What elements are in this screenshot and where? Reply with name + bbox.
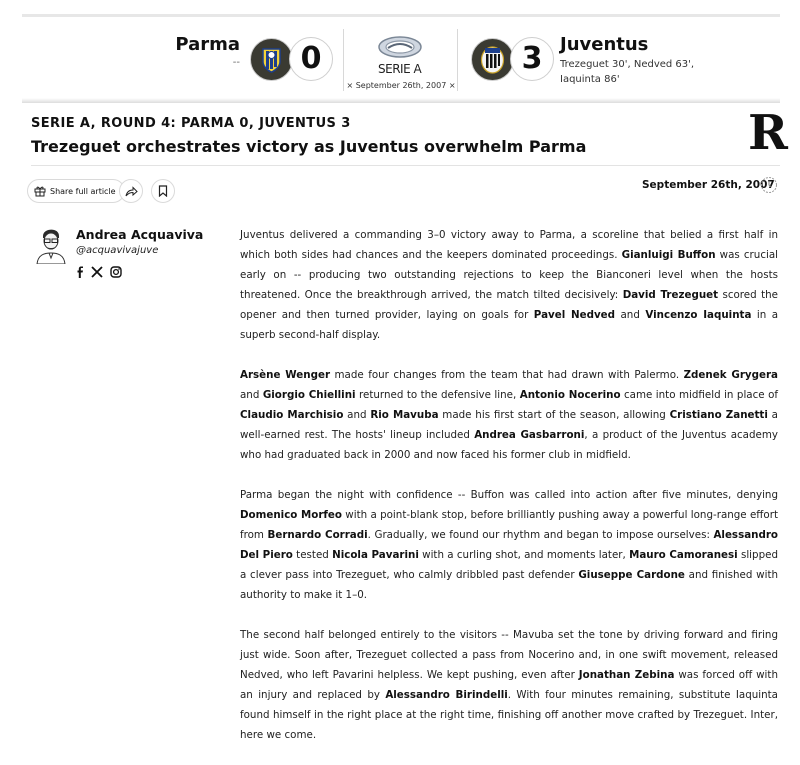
x-icon[interactable]	[91, 266, 103, 278]
home-scorers: --	[232, 57, 240, 68]
player-name: Gianluigi Buffon	[621, 249, 716, 261]
player-name: Rio Mavuba	[370, 409, 439, 421]
share-label: Share full article	[50, 186, 116, 196]
article-text: came into midfield in place of	[620, 389, 778, 401]
share-full-article-button[interactable]	[27, 179, 125, 203]
player-name: Giuseppe Cardone	[578, 569, 685, 581]
away-score: 3	[510, 37, 554, 81]
parma-crest-icon[interactable]	[250, 38, 293, 81]
article-text: was forced off with an injury and replaced by	[240, 669, 778, 701]
scoreboard	[22, 14, 780, 103]
article-text: and	[343, 409, 371, 421]
share-arrow-icon	[125, 186, 138, 197]
facebook-icon[interactable]	[74, 266, 86, 278]
article-text: was crucial early on -- producing two outstanding rejections to keep the Bianconeri level when the hosts threatened. Once the breakthrough arrived, the match tilted decisively:	[240, 249, 779, 301]
article-text: , a product of the Juventus academy who had graduated back in 2000 and now faced his former club in midfield.	[240, 429, 778, 461]
article-text: scored the opener and then turned provider, laying on goals for	[240, 289, 778, 321]
author-name[interactable]: Andrea Acquaviva	[76, 227, 204, 242]
article-text: . Gradually, we found our rhythm and began to impose ourselves:	[367, 529, 714, 541]
publish-date: September 26th, 2007	[642, 179, 775, 191]
article-text: . With four minutes remaining, substitute Iaquinta found himself in the right place at the right time, finishing off another move crafted by Trezeguet. Inter, here we come.	[240, 689, 778, 741]
article-text: returned to the defensive line,	[355, 389, 520, 401]
player-name: Arsène Wenger	[240, 369, 331, 381]
article-text: Juventus delivered a commanding 3–0 victory away to Parma, a scoreline that belied a first half in which both sides had chances and the keepers dominated proceedings.	[240, 229, 778, 261]
player-name: Pavel Nedved	[533, 309, 616, 321]
article-text: and	[240, 389, 263, 401]
player-name: Nicola Pavarini	[332, 549, 419, 561]
player-name: Alessandro Birindelli	[385, 689, 508, 701]
article-body	[240, 225, 778, 765]
player-name: Alessandro Del Piero	[240, 529, 778, 561]
article-text: with a point-blank stop, before brilliantly pushing away a powerful long-range effort from	[240, 509, 778, 541]
article-text: a well-earned rest. The hosts' lineup included	[240, 409, 778, 441]
article-text: made his first start of the season, allowing	[438, 409, 670, 421]
away-team-name[interactable]: Juventus	[560, 34, 649, 55]
article-paragraph	[240, 485, 778, 605]
article-text: Parma began the night with confidence -- Buffon was called into action after five minutes, denying	[240, 489, 778, 501]
article-text: tested	[292, 549, 333, 561]
article-text: and finished with authority to make it 1–0.	[240, 569, 779, 601]
player-name: Claudio Marchisio	[240, 409, 344, 421]
player-name: Jonathan Zebina	[578, 669, 675, 681]
article-paragraph	[240, 365, 778, 465]
article-text: with a curling shot, and moments later,	[418, 549, 630, 561]
match-date: × September 26th, 2007 ×	[346, 81, 456, 90]
article-text: in a superb second-half display.	[240, 309, 779, 341]
bookmark-icon	[158, 185, 168, 197]
divider	[457, 29, 458, 91]
article-headline: Trezeguet orchestrates victory as Juventus overwhelm Parma	[31, 137, 587, 156]
player-name: Bernardo Corradi	[267, 529, 368, 541]
brand-logo[interactable]: R	[748, 105, 788, 161]
divider	[343, 29, 344, 91]
away-scorers: Trezeguet 30', Nedved 63', Iaquinta 86'	[560, 59, 695, 85]
article-paragraph	[240, 225, 778, 345]
player-name: Mauro Camoranesi	[629, 549, 738, 561]
home-score: 0	[289, 37, 333, 81]
player-name: Cristiano Zanetti	[669, 409, 768, 421]
bookmark-button[interactable]	[151, 179, 175, 203]
player-name: Antonio Nocerino	[519, 389, 621, 401]
player-name: Giorgio Chiellini	[262, 389, 356, 401]
player-name: Domenico Morfeo	[240, 509, 342, 521]
article-kicker: SERIE A, ROUND 4: PARMA 0, JUVENTUS 3	[31, 116, 351, 131]
home-team-name[interactable]: Parma	[175, 34, 240, 55]
article-paragraph	[240, 625, 778, 745]
author-handle[interactable]: @acquavivajuve	[76, 245, 159, 256]
player-name: David Trezeguet	[622, 289, 719, 301]
article-text: The second half belonged entirely to the visitors -- Mavuba set the tone by driving forward and firing just wide. Soon after, Trezeguet collected a pass from Nocerino and, in one swift movement, released Nedved, who left Pavarini helpless. We kept pushing, even after	[240, 629, 778, 681]
article-text: and	[615, 309, 646, 321]
article-text: made four changes from the team that had drawn with Palermo.	[330, 369, 684, 381]
juventus-crest-icon[interactable]	[471, 38, 514, 81]
article-text: slipped a clever pass into Trezeguet, who calmly dribbled past defender	[240, 549, 778, 581]
league-name: SERIE A	[378, 62, 422, 76]
gift-icon	[34, 185, 46, 197]
clock-icon	[760, 176, 778, 194]
player-name: Vincenzo Iaquinta	[645, 309, 752, 321]
instagram-icon[interactable]	[110, 266, 122, 278]
divider	[31, 165, 780, 166]
share-button[interactable]	[119, 179, 143, 203]
player-name: Andrea Gasbarroni	[474, 429, 585, 441]
player-name: Zdenek Grygera	[683, 369, 779, 381]
author-avatar[interactable]	[34, 224, 68, 264]
